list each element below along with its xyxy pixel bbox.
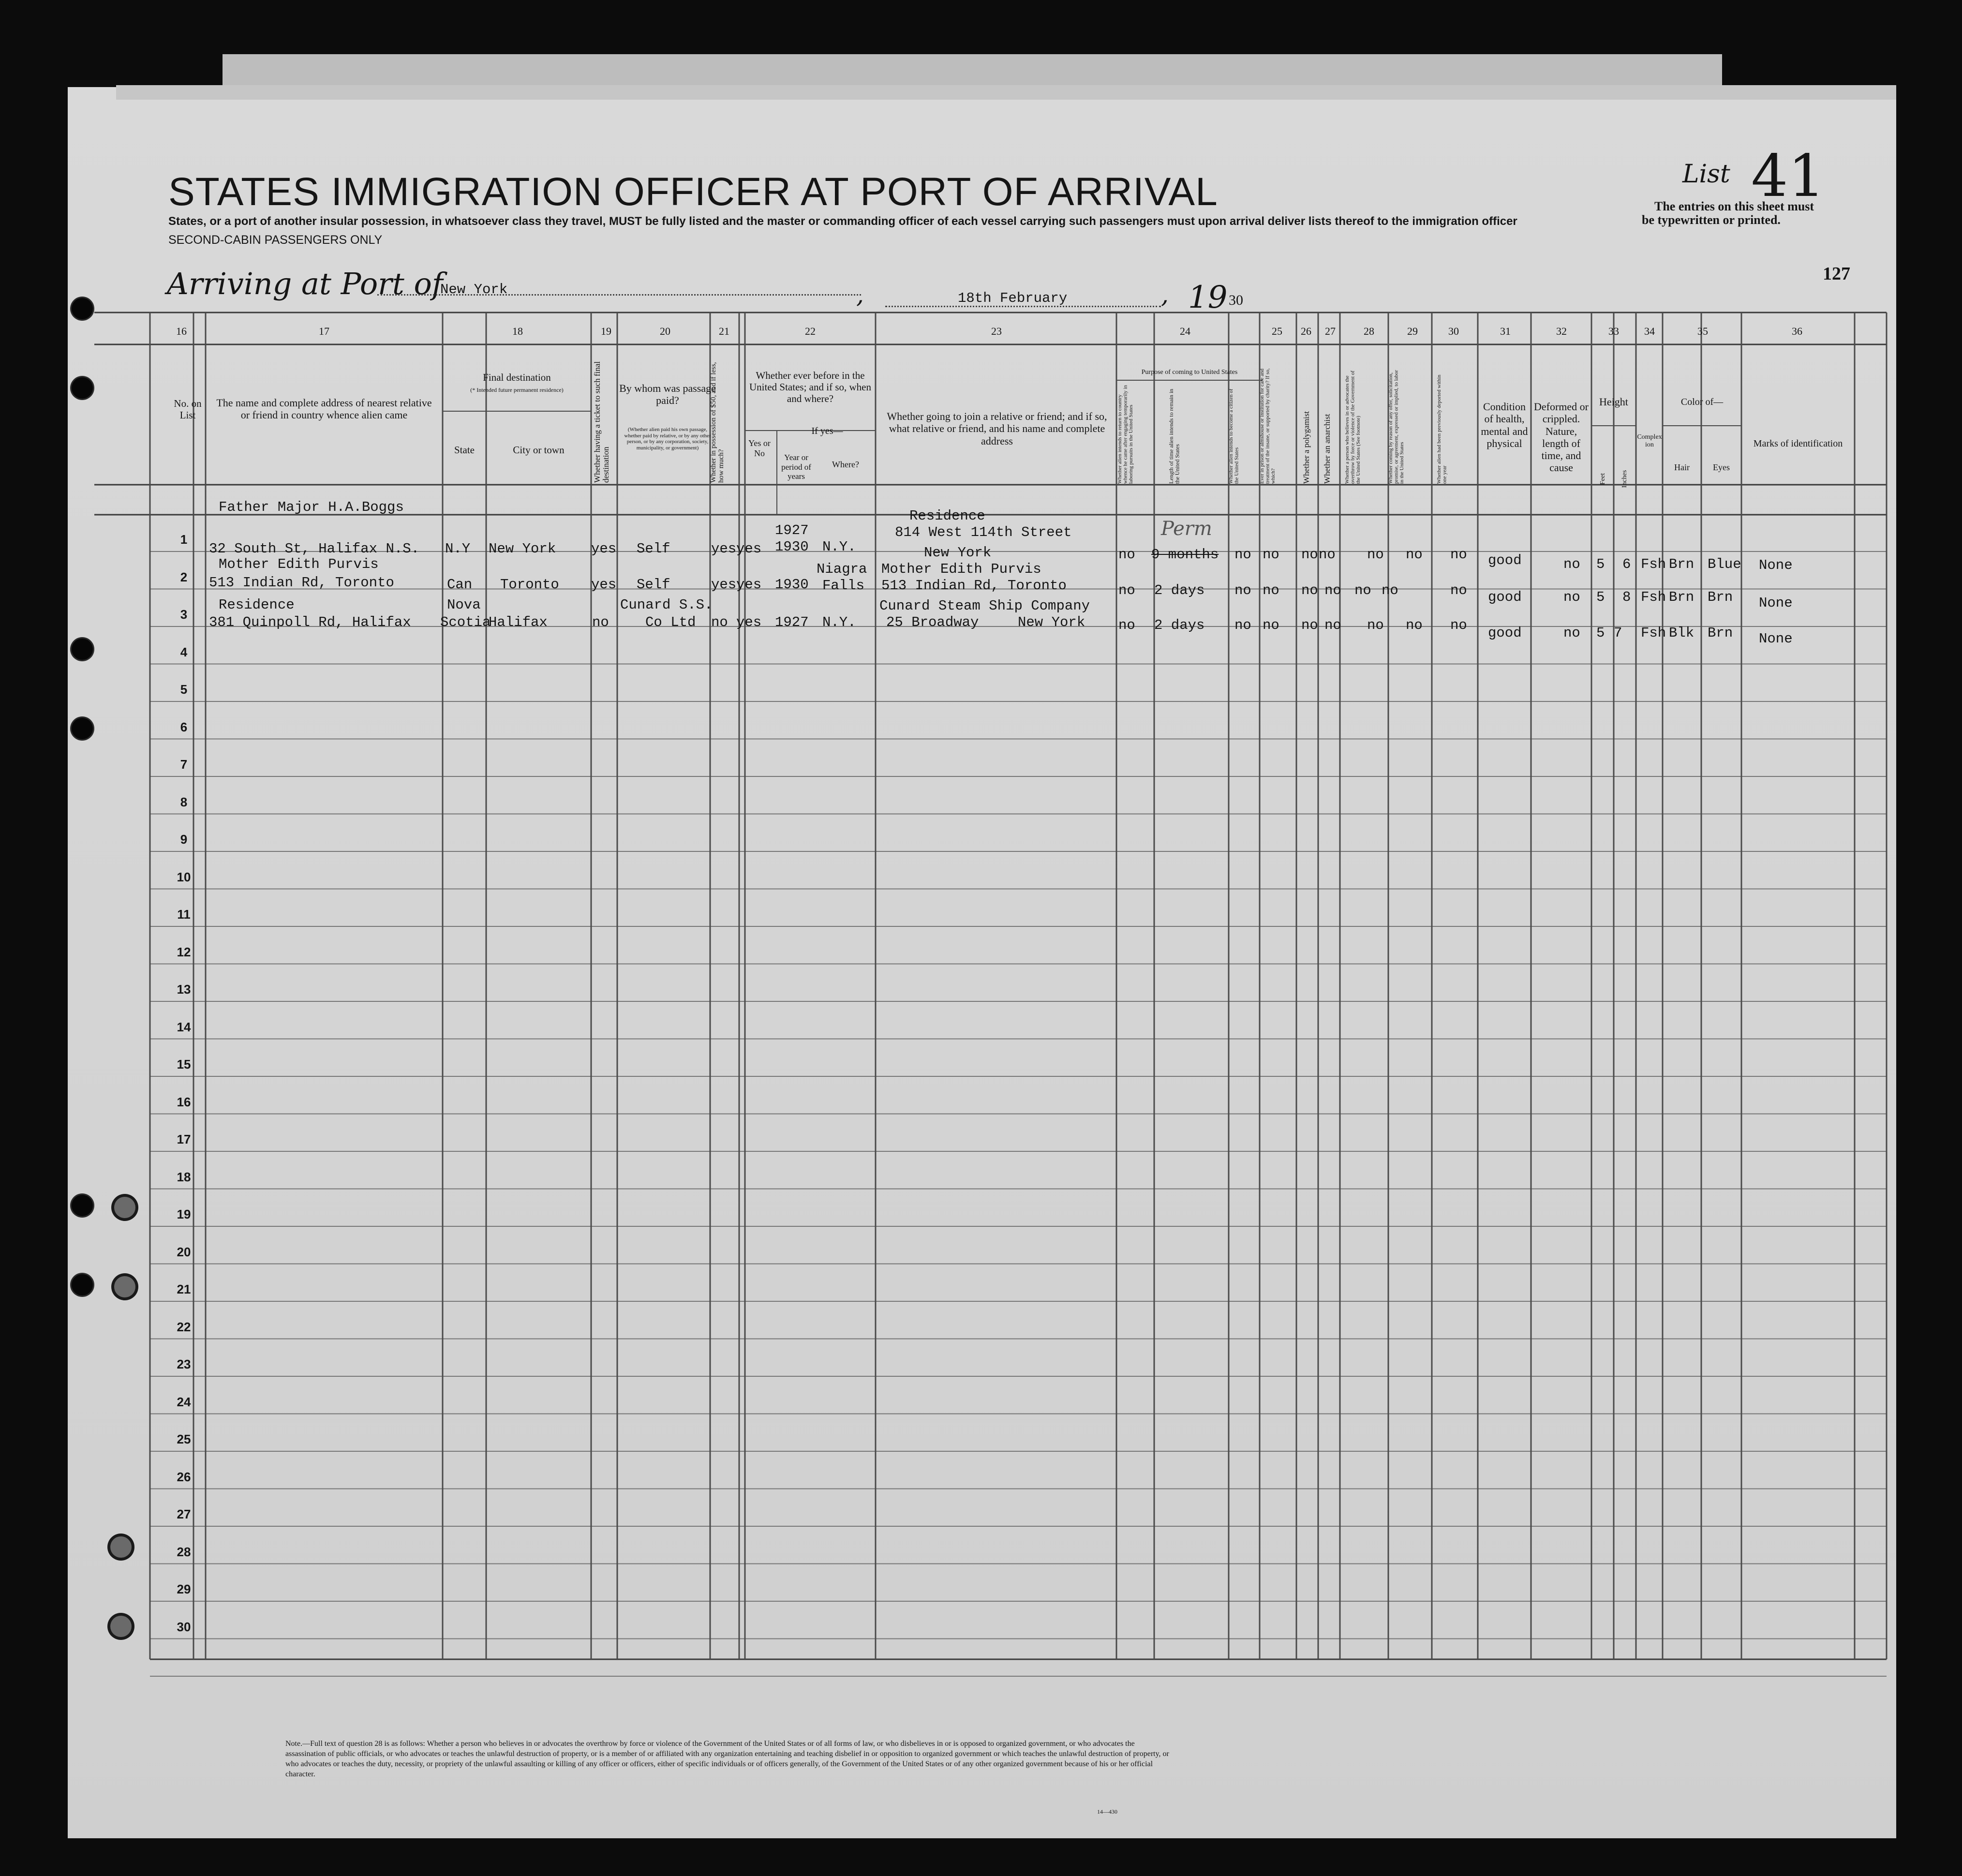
row1-length: 9 months [1151,547,1219,563]
row2-feet: 5 [1596,589,1605,605]
row3-inches: 7 [1614,625,1622,641]
row-number: 10 [177,869,191,884]
header-color-of: Color of— [1680,397,1724,407]
row2-state: Can [447,577,473,593]
header-deformed: Deformed or crippled. Nature, length of time, and cause [1533,401,1589,474]
row1-offer: no [1406,547,1423,563]
column-number: 26 [1301,325,1311,337]
header-polygamist: Whether a polygamist [1302,411,1311,484]
header-purpose: Purpose of coming to United States [1141,369,1238,376]
header-hair: Hair [1674,462,1690,472]
header-feet: Feet [1599,473,1606,485]
column-number: 22 [805,325,816,337]
row3-ticket: no [592,614,609,630]
row2-fifty: yes [711,577,737,593]
header-health: Condition of health, mental and physical [1481,401,1528,449]
typewritten-note-2: be typewritten or printed. [1642,213,1781,227]
row1-join-2: 814 West 114th Street [895,524,1072,540]
header-ever-before: Whether ever before in the United States; and if so, when and where? [749,370,871,405]
row1-fifty: yes [711,541,737,557]
header-relative: The name and complete address of nearest relative or friend in country whence alien came [216,397,432,421]
row1-year-1: 1927 [775,522,809,538]
row2-complexion: Fsh [1641,589,1666,605]
row1-polygamist: no [1301,547,1318,563]
row3-join-1: Cunard Steam Ship Company [879,598,1090,614]
column-number: 17 [319,325,329,337]
comma-1: , [856,281,864,309]
row3-deformed: no [1563,625,1580,641]
row1-deported: no [1450,547,1467,563]
comma-2: , [1161,281,1169,309]
header-deported: Whether alien had been previously deported within one year [1436,374,1448,484]
row-number: 9 [180,832,188,847]
row1-anarchist: no [1319,547,1336,563]
list-number: 41 [1751,143,1825,210]
row-number: 18 [177,1169,191,1184]
typewritten-note-1: The entries on this sheet must [1654,199,1814,213]
row-number: 19 [177,1207,191,1221]
year-prefix: 19 [1188,280,1228,315]
row2-eyes: Brn [1708,589,1733,605]
header-if-yes: If yes— [811,426,843,436]
row2-inches: 8 [1622,589,1631,605]
header-final-destination: Final destination [483,372,551,383]
row-number: 3 [180,607,188,622]
port-value: New York [440,282,508,298]
row1-inches: 6 [1622,556,1631,572]
row1-paid-by: Self [637,541,670,557]
row-number: 29 [177,1582,191,1596]
row-number: 5 [180,682,188,697]
column-number: 18 [512,325,523,337]
row1-health: good [1488,552,1522,568]
row-number: 26 [177,1469,191,1484]
row3-before: yes [736,614,762,630]
row1-ticket: yes [591,541,617,557]
row2-overthrow: no [1354,582,1371,598]
column-number: 28 [1364,325,1374,337]
class-label: SECOND-CABIN PASSENGERS ONLY [168,233,383,247]
column-number: 34 [1644,325,1655,337]
row3-prison: no [1263,617,1279,633]
header-eyes: Eyes [1713,462,1730,472]
row3-state-1: Nova [447,597,481,613]
column-number: 31 [1500,325,1511,337]
row3-join-3: New York [1018,614,1085,630]
header-prison: Ever in prison or almshouse or institution for care and treatment of the insane, or supported by charity? If so, which? [1259,368,1277,484]
header-year: Year or period of years [781,453,811,481]
header-yes-no: Yes or No [748,438,771,458]
form-number: 14—430 [1097,1808,1117,1815]
column-number: 36 [1792,325,1802,337]
row2-return: no [1118,582,1135,598]
header-no-on-list: No. on List [174,398,202,421]
row1-marks: None [1759,557,1793,573]
row3-relative-address: 381 Quinpoll Rd, Halifax [209,614,411,630]
row3-offer: no [1406,617,1423,633]
header-inches: Inches [1620,470,1628,488]
row3-polygamist: no [1301,617,1318,633]
row3-paid-by-1: Cunard S.S. [620,597,713,613]
row3-feet: 5 [1596,625,1605,641]
row2-where-1: Niagra [817,561,867,577]
row2-deformed: no [1563,589,1580,605]
row-number: 14 [177,1019,191,1034]
row1-feet: 5 [1596,556,1605,572]
row3-eyes: Brn [1708,625,1733,641]
header-marks: Marks of identification [1753,438,1843,449]
row3-overthrow: no [1367,617,1384,633]
row1-where: N.Y. [822,539,856,555]
row-number: 21 [177,1282,191,1296]
header-length: Length of time alien intends to remain in the United States [1168,388,1181,484]
row1-state: N.Y [445,541,471,557]
row-number: 16 [177,1094,191,1109]
header-overthrow: Whether a person who believes in or advocates the overthrow by force or violence of the Government of the United States (See footnote) [1344,371,1362,484]
column-number: 29 [1407,325,1418,337]
row2-anarchist: no [1324,582,1341,598]
row2-where-2: Falls [822,578,865,594]
row1-before: yes [736,541,762,557]
row-number: 7 [180,757,188,772]
row2-prison: no [1263,582,1279,598]
row2-polygamist: no [1301,582,1318,598]
row3-return: no [1118,617,1135,633]
column-number: 35 [1697,325,1708,337]
header-state: State [454,444,475,456]
header-height: Height [1599,396,1628,408]
column-number: 32 [1556,325,1567,337]
column-number: 20 [660,325,670,337]
row1-return: no [1118,547,1135,563]
header-paid-by: By whom was passage paid? [619,382,716,407]
row3-relative-name: Residence [219,597,295,613]
row3-anarchist: no [1324,617,1341,633]
row-number: 15 [177,1057,191,1072]
list-label: List [1682,160,1730,189]
row3-where: N.Y. [822,614,856,630]
row2-year: 1930 [775,577,809,593]
row3-paid-by-2: Co Ltd [645,614,696,630]
row-number: 13 [177,982,191,997]
column-number: 25 [1272,325,1282,337]
sheet-number: 127 [1823,264,1850,284]
row1-relative-name: Father Major H.A.Boggs [219,499,404,515]
row-number: 22 [177,1319,191,1334]
row-number: 8 [180,794,188,809]
row1-relative-address: 32 South St, Halifax N.S. [209,541,420,557]
row1-complexion: Fsh [1641,556,1666,572]
column-number: 33 [1608,325,1619,337]
form-subtitle: States, or a port of another insular possession, in whatsoever class they travel, MUST be fully listed and the master or commanding officer of each vessel carrying such passengers must upon arrival deliver lists thereof to the immigration officer [168,215,1517,228]
header-anarchist: Whether an anarchist [1323,414,1332,484]
row1-hair: Brn [1669,556,1694,572]
form-title: STATES IMMIGRATION OFFICER AT PORT OF ARRIVAL [168,170,1218,214]
row2-citizen: no [1234,582,1251,598]
row2-offer: no [1382,582,1398,598]
row-number: 24 [177,1394,191,1409]
row2-deported: no [1450,582,1467,598]
row-number: 27 [177,1507,191,1521]
row3-fifty: no [711,614,728,630]
header-complexion: Complexion [1637,433,1662,449]
column-number: 16 [176,325,187,337]
row2-before: yes [736,577,762,593]
row2-relative-name: Mother Edith Purvis [219,556,379,572]
column-number: 21 [719,325,729,337]
row1-prison: no [1263,547,1279,563]
row3-join-2: 25 Broadway [886,614,979,630]
row3-deported: no [1450,617,1467,633]
header-return: Whether alien intends to return to country whence he came after engaging temporarily in laboring pursuits in the United States [1117,385,1134,484]
header-paid-by-sub: (Whether alien paid his own passage, whether paid by relative, or by any other person, or by any corporation, society, municipality, or government) [624,427,711,451]
row-number: 6 [180,719,188,734]
row3-citizen: no [1234,617,1251,633]
row2-health: good [1488,589,1522,605]
row1-deformed: no [1563,556,1580,572]
row3-health: good [1488,625,1522,641]
header-offer: Whether coming by reason of any offer, solicitation, promise, or agreement, expressed or implied, to labor in the United States [1388,370,1405,484]
row3-hair: Blk [1669,625,1694,641]
row2-join-1: Mother Edith Purvis [881,561,1041,577]
row3-city: Halifax [489,614,548,630]
date-value: 18th February [958,290,1068,306]
column-number: 24 [1180,325,1190,337]
row2-length: 2 days [1154,582,1205,598]
row-number: 25 [177,1432,191,1446]
row1-length-note: Perm [1161,518,1212,540]
row-number: 4 [180,644,188,659]
row-number: 12 [177,944,191,959]
header-where: Where? [832,460,859,469]
header-city: City or town [513,444,565,456]
footnote: Note.—Full text of question 28 is as follows: Whether a person who believes in or advocates the overthrow by force or violence of the Government of the United States or of all forms of law, or who disbelieves in or is opposed to organized government, or who advocates the assassination of public officials, or who advocates or teaches the unlawful destruction of property, or is a member of or affiliated with any organization entertaining and teaching disbelief in or opposition to organized government or which teaches the unlawful destruction of property, or who advocates or teaches the duty, necessity, or propriety of the unlawful assaulting or killing of any officer or officers, either of specific individuals or of officers generally, of the Government of the United States or of any other organized government because of his or her official character. [285,1740,1169,1779]
row2-city: Toronto [500,577,559,593]
row-number: 20 [177,1244,191,1259]
row-number: 28 [177,1544,191,1559]
row2-join-2: 513 Indian Rd, Toronto [881,578,1067,594]
column-number: 30 [1448,325,1459,337]
header-fifty: Whether in possession of $50, and if less, how much? [710,362,725,483]
row-number: 23 [177,1357,191,1371]
row1-join-1: Residence [909,508,985,524]
column-number: 19 [601,325,611,337]
header-join-relative: Whether going to join a relative or friend; and if so, what relative or friend, and his name and complete address [887,410,1107,447]
row1-year-2: 1930 [775,539,809,555]
column-number: 27 [1325,325,1336,337]
header-final-destination-sub: (* Intended future permanent residence) [470,387,564,393]
row2-relative-address: 513 Indian Rd, Toronto [209,575,394,591]
row-number: 30 [177,1619,191,1634]
row1-city: New York [489,541,556,557]
header-ticket: Whether having a ticket to such final destination [593,361,610,483]
row2-ticket: yes [591,577,617,593]
year-suffix: 30 [1229,292,1243,308]
row-number: 2 [180,569,188,584]
row2-hair: Brn [1669,589,1694,605]
row-number: 17 [177,1132,191,1146]
row-number: 1 [180,532,188,547]
row2-paid-by: Self [637,577,670,593]
row2-marks: None [1759,595,1793,611]
row1-overthrow: no [1367,547,1384,563]
column-number: 23 [991,325,1002,337]
row3-year: 1927 [775,614,809,630]
header-citizen: Whether alien intends to become a citizen of the United States [1228,388,1240,484]
row1-citizen: no [1234,547,1251,563]
row1-join-3: New York [924,545,992,561]
arriving-label: Arriving at Port of [167,266,443,301]
row1-eyes: Blue [1708,556,1741,572]
row3-length: 2 days [1154,617,1205,633]
row3-complexion: Fsh [1641,625,1666,641]
row-number: 11 [177,907,191,922]
row3-marks: None [1759,631,1793,647]
row3-state-2: Scotia [440,614,491,630]
